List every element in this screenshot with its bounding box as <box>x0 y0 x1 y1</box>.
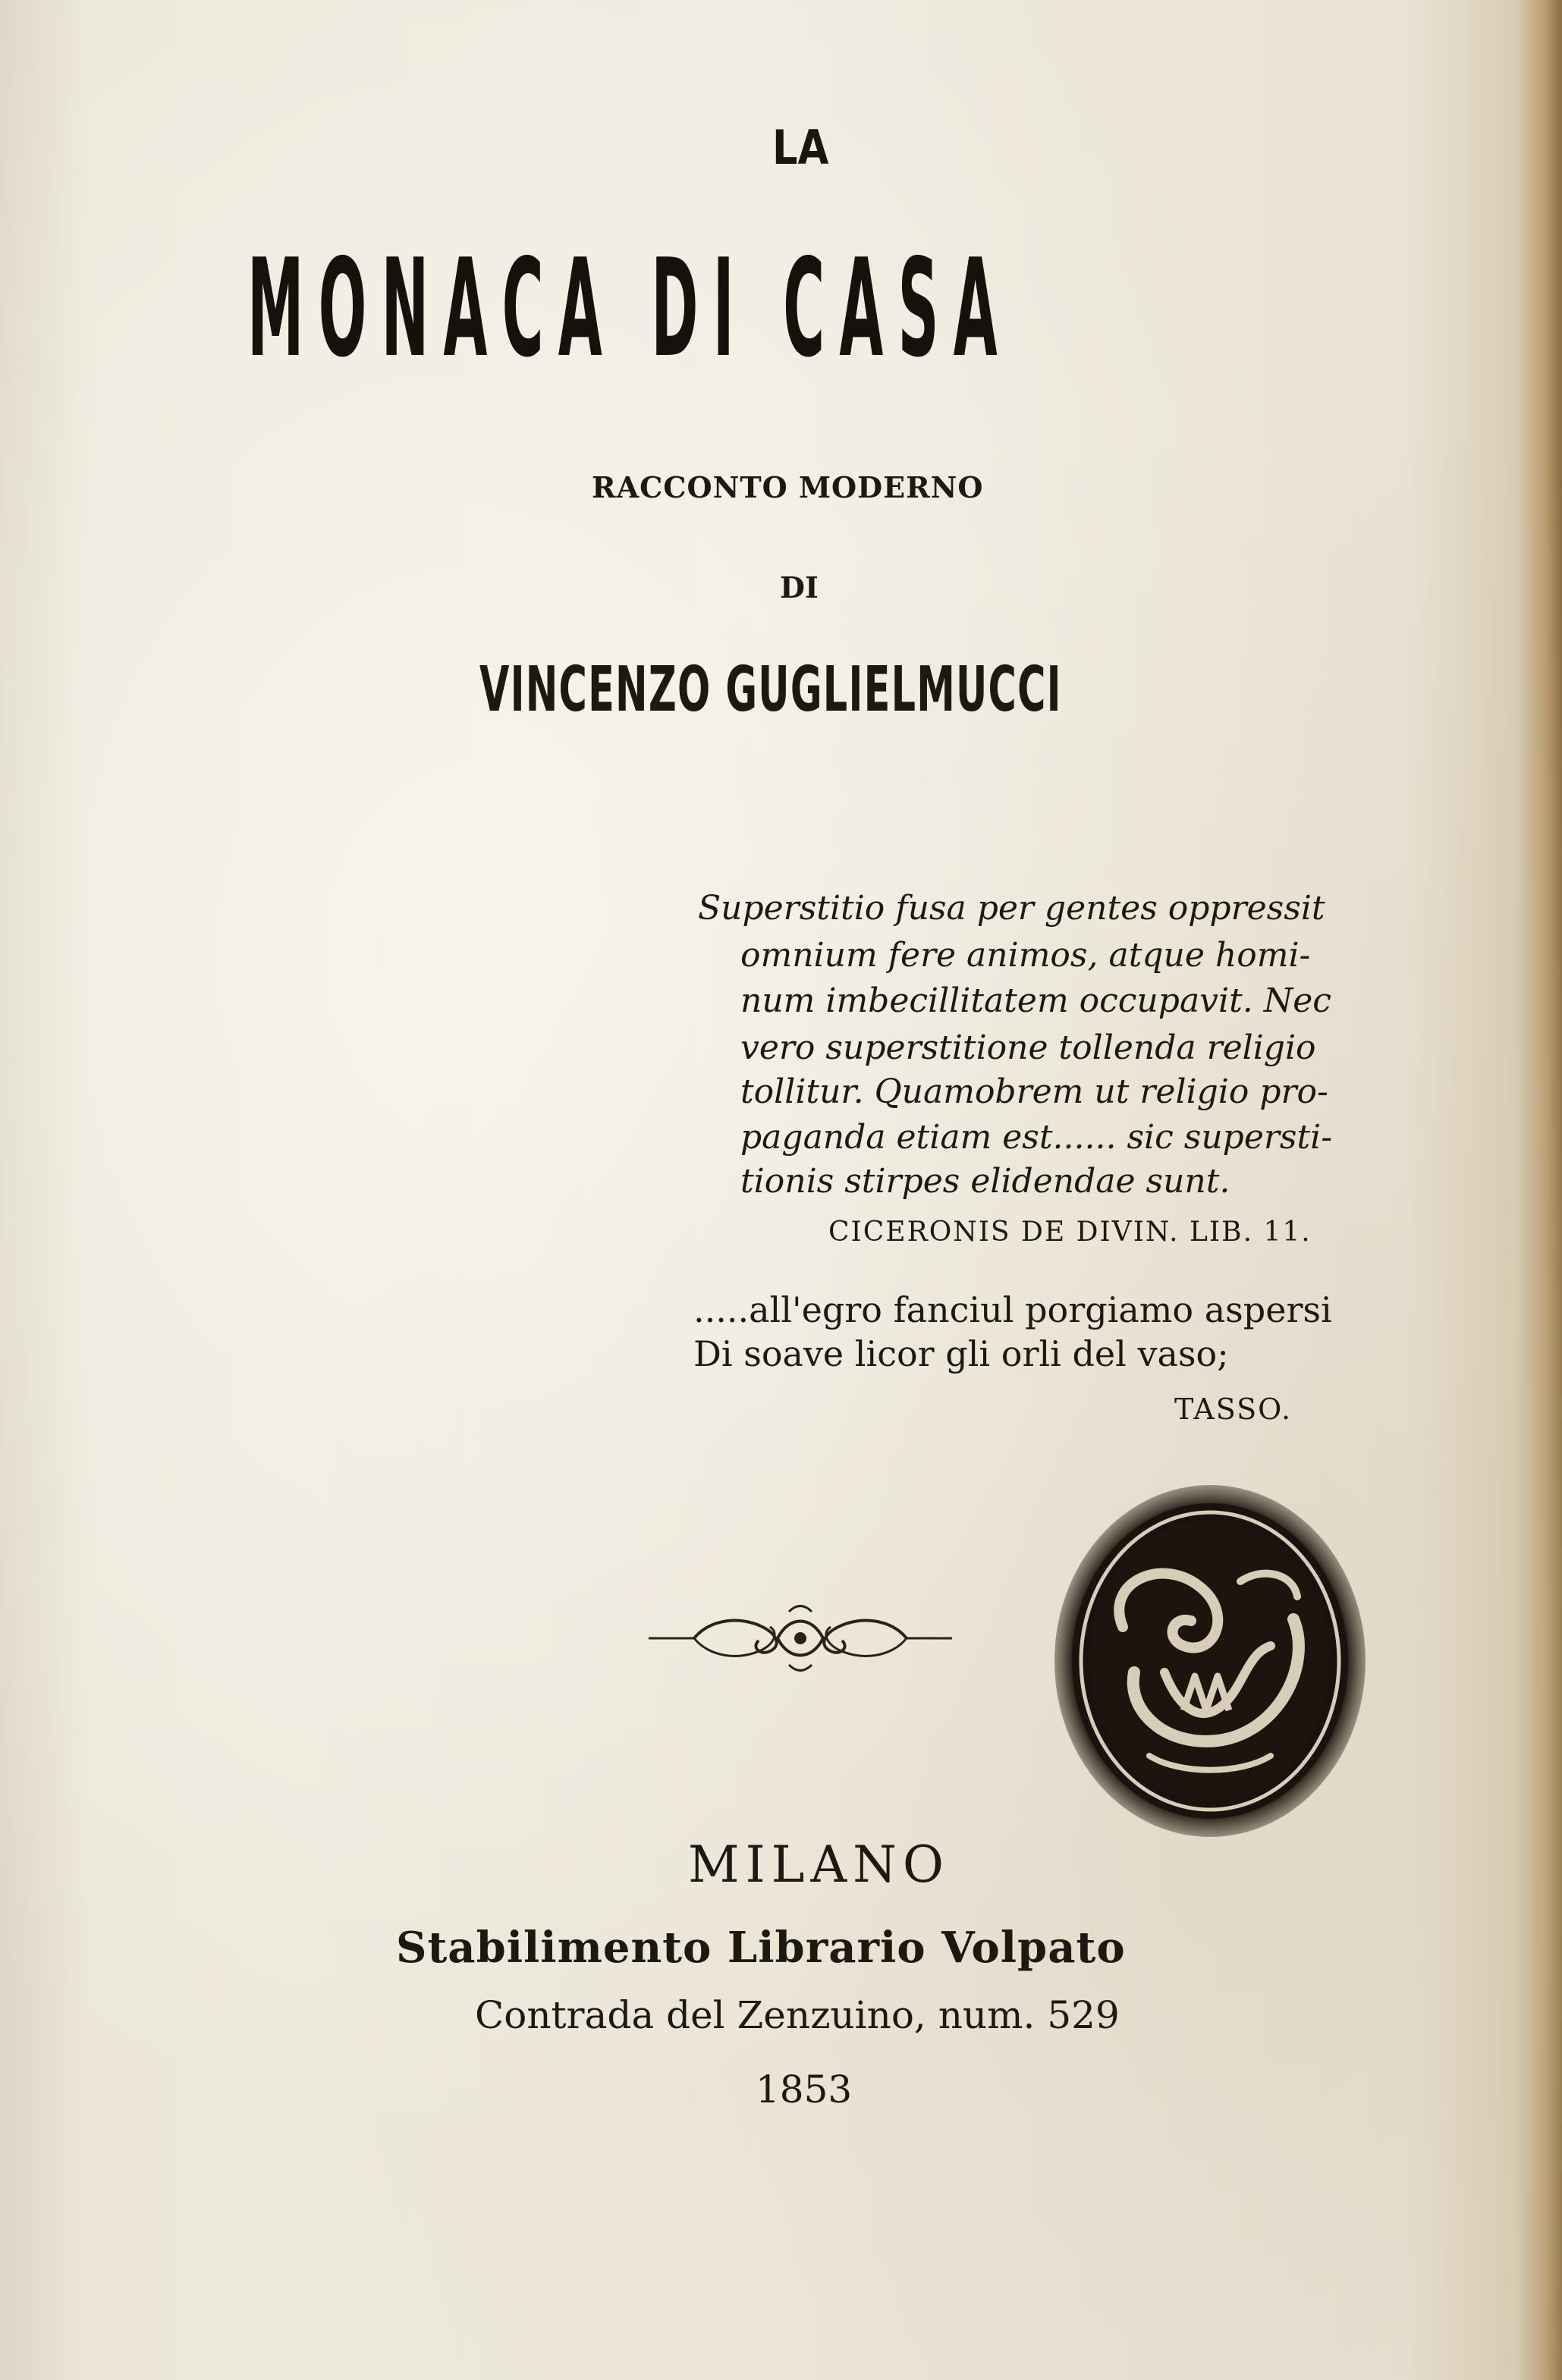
imprint-year: 1853 <box>756 2068 853 2112</box>
imprint-city: MILANO <box>688 1835 950 1894</box>
library-stamp-icon <box>1051 1483 1369 1839</box>
verse-line: .....all'egro fanciul porgiamo aspersi <box>693 1289 1332 1330</box>
verse-attribution: TASSO. <box>1174 1393 1293 1426</box>
epigraph-line: vero superstitione tollenda religio <box>740 1028 1316 1067</box>
imprint-publisher: Stabilimento Librario Volpato <box>396 1923 1126 1973</box>
author-by-label: DI <box>780 570 819 604</box>
fleuron-icon <box>649 1597 952 1680</box>
verse-line: Di soave licor gli orli del vaso; <box>693 1333 1229 1374</box>
book-subtitle: RACCONTO MODERNO <box>592 470 984 504</box>
epigraph-line: paganda etiam est...... sic supersti- <box>740 1118 1333 1157</box>
imprint-address: Contrada del Zenzuino, num. 529 <box>475 1993 1120 2037</box>
book-title <box>247 230 1012 387</box>
epigraph-attribution: CICERONIS DE DIVIN. LIB. 11. <box>828 1217 1312 1248</box>
book-title-text: MONACA DI CASA <box>247 230 1012 387</box>
author-name: VINCENZO GUGLIELMUCCI <box>479 654 1062 726</box>
epigraph-line: tollitur. Quamobrem ut religio pro- <box>740 1072 1328 1111</box>
title-article: LA <box>772 120 829 175</box>
epigraph-line: Superstitio fusa per gentes oppressit <box>698 889 1325 928</box>
epigraph-line: num imbecillitatem occupavit. Nec <box>740 981 1331 1020</box>
epigraph-line: omnium fere animos, atque homi- <box>740 936 1311 975</box>
epigraph-line: tionis stirpes elidendae sunt. <box>740 1162 1230 1201</box>
